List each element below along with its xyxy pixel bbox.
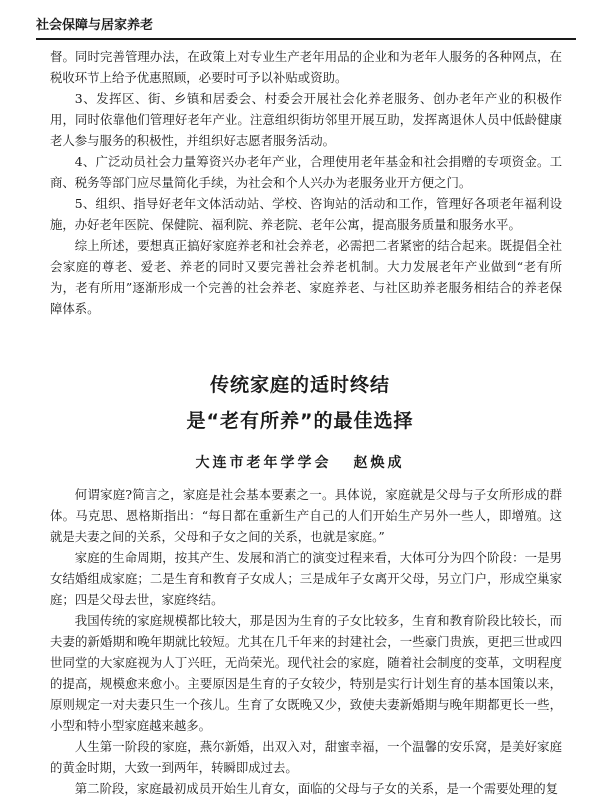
paragraph: 我国传统的家庭规模都比较大，那是因为生育的子女比较多，生育和教育阶段比较长，而夫妻的新婚期和晚年期就比较短。尤其在几千年来的封建社会，一些豪门贵族，更把三世或四世同堂的大家庭视为人丁兴旺，无尚荣光。现代社会的家庭，随着社会制度的变革，文明程度的提高，规模愈来愈小。主要原因是生育的子女较少，特别是实行计划生育的基本国策以来，原则规定一对夫妻只生一个孩儿。生育了女既晚又少，致使夫妻新婚期与晚年期都更长一些，小型和特小型家庭越来越多。 bbox=[50, 613, 562, 733]
paragraph: 4、广泛动员社会力量筹资兴办老年产业，合理使用老年基金和社会捐赠的专项资金。工商、税务等部门应尽量简化手续，为社会和个人兴办为老服务业开方便之门。 bbox=[50, 154, 562, 190]
article-byline bbox=[0, 452, 600, 472]
previous-article-section bbox=[50, 46, 562, 319]
paragraph: 人生第一阶段的家庭，燕尔新婚，出双入对，甜蜜幸福，一个温馨的安乐窝，是美好家庭的黄金时期，大致一到两年，转瞬即成过去。 bbox=[50, 739, 562, 775]
author-name: 赵焕成 bbox=[353, 455, 405, 471]
running-header bbox=[36, 8, 576, 40]
article-title-line-2: 是“老有所养”的最佳选择 bbox=[186, 410, 414, 432]
paragraph: 督。同时完善管理办法，在政策上对专业生产老年用品的企业和为老年人服务的各种网点，在税收环节上给予优惠照顾，必要时可予以补贴或资助。 bbox=[50, 49, 562, 85]
paragraph: 3、发挥区、街、乡镇和居委会、村委会开展社会化养老服务、创办老年产业的积极作用，同时依靠他们管理好老年产业。注意组织街坊邻里开展互助，发挥离退休人员中低龄健康老人参与服务的积极性，并组织好志愿者服务活动。 bbox=[50, 91, 562, 148]
running-header-title: 社会保障与居家养老 bbox=[36, 18, 154, 33]
article-title-line-1: 传统家庭的适时终结 bbox=[209, 374, 390, 396]
paragraph: 综上所述，要想真正搞好家庭养老和社会养老，必需把二者紧密的结合起来。既提倡全社会家庭的尊老、爱老、养老的同时又要完善社会养老机制。大力发展老年产业做到“老有所为，老有所用”逐渐形成一个完善的社会养老、家庭养老、与社区助养老服务相结合的养老保障体系。 bbox=[50, 238, 562, 316]
paragraph: 5、组织、指导好老年文体活动站、学校、咨询站的活动和工作，管理好各项老年福利设施，办好老年医院、保健院、福利院、养老院、老年公寓，提高服务质量和服务水平。 bbox=[50, 196, 562, 232]
paragraph: 第二阶段，家庭最初成员开始生儿育女，面临的父母与子女的关系，是一个需要处理的复 bbox=[74, 781, 559, 796]
author-organization: 大连市老年学学会 bbox=[195, 455, 332, 471]
article-body bbox=[50, 484, 562, 799]
paragraph: 何谓家庭?简言之，家庭是社会基本要素之一。具体说，家庭就是父母与子女所形成的群体。马克思、恩格斯指出：“每日都在重新生产自己的人们开始生产另外一些人，即增殖。这就是夫妻之间的关系，父母和子女之间的关系，也就是家庭。” bbox=[50, 487, 562, 544]
paragraph: 家庭的生命周期，按其产生、发展和消亡的演变过程来看，大体可分为四个阶段：一是男女结婚组成家庭；二是生育和教育子女成人；三是成年子女离开父母，另立门户，形成空巢家庭；四是父母去世，家庭终结。 bbox=[50, 550, 562, 607]
